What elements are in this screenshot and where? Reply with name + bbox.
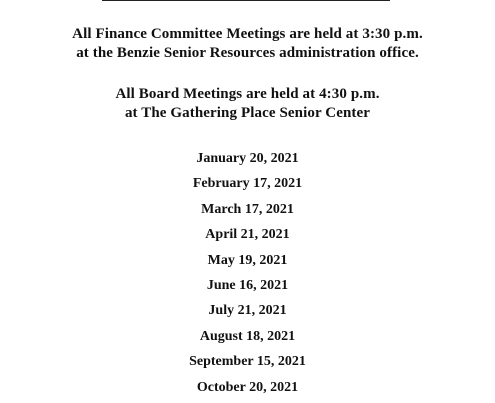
top-divider-rule (102, 0, 390, 1)
meeting-date-item: June 16, 2021 (206, 277, 289, 293)
finance-notice-line-1: All Finance Committee Meetings are held at 3:30 p.m. (72, 26, 423, 42)
meeting-dates-list (0, 149, 495, 403)
meeting-date-item: April 21, 2021 (205, 227, 290, 243)
finance-notice-line-2: at the Benzie Senior Resources administration office. (76, 45, 419, 61)
meeting-date-item: March 17, 2021 (201, 201, 294, 217)
finance-committee-notice (0, 25, 495, 63)
board-notice-line-2: at The Gathering Place Senior Center (124, 105, 371, 121)
meeting-date-item: October 20, 2021 (196, 379, 299, 395)
meeting-date-item: January 20, 2021 (196, 151, 299, 166)
board-meeting-notice (0, 85, 495, 123)
meeting-date-item: May 19, 2021 (207, 252, 288, 268)
board-notice-line-1: All Board Meetings are held at 4:30 p.m. (115, 86, 380, 102)
meeting-date-item: July 21, 2021 (208, 303, 287, 319)
meeting-date-item: February 17, 2021 (192, 176, 303, 192)
meeting-date-item: August 18, 2021 (199, 328, 296, 344)
meeting-date-item: September 15, 2021 (189, 354, 306, 370)
